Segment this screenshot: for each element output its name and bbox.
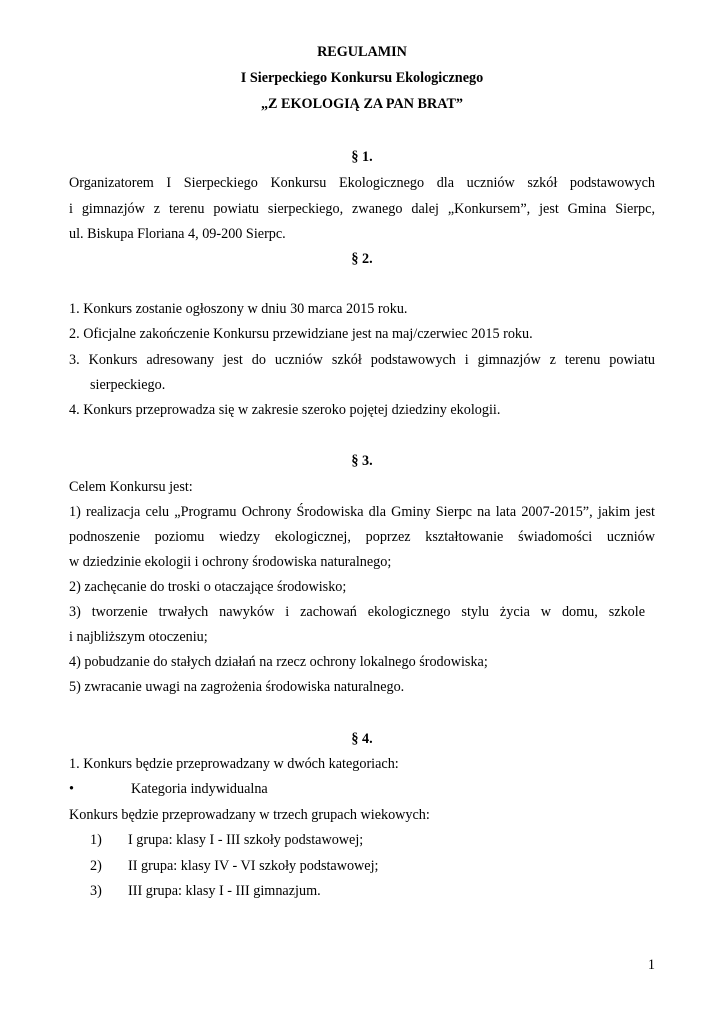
section-2-item: 4. Konkurs przeprowadza się w zakresie szeroko pojętej dziedziny ekologii. — [69, 402, 501, 418]
age-group-number: 2) — [90, 858, 102, 874]
age-group-number: 1) — [90, 832, 102, 848]
contest-motto: „Z EKOLOGIĄ ZA PAN BRAT” — [260, 96, 464, 112]
age-group-text: III grupa: klasy I - III gimnazjum. — [128, 883, 321, 899]
section-1-line: ul. Biskupa Floriana 4, 09-200 Sierpc. — [69, 226, 286, 242]
age-group-text: II grupa: klasy IV - VI szkoły podstawowej; — [128, 858, 379, 874]
page-number: 1 — [647, 957, 655, 973]
section-2-item-continuation: sierpeckiego. — [90, 377, 166, 393]
section-4-intro: 1. Konkurs będzie przeprowadzany w dwóch kategoriach: — [69, 756, 399, 772]
section-3-line: podnoszenie poziomu wiedzy ekologicznej, poprzez kształtowanie świadomości uczniów — [69, 529, 655, 545]
section-1-line: i gimnazjów z terenu powiatu sierpeckiego, zwanego dalej „Konkursem”, jest Gmina Sierpc, — [69, 201, 655, 217]
section-4-heading: § 4. — [351, 731, 373, 747]
section-2-item: 1. Konkurs zostanie ogłoszony w dniu 30 marca 2015 roku. — [69, 301, 408, 317]
section-2-item: 2. Oficjalne zakończenie Konkursu przewidziane jest na maj/czerwiec 2015 roku. — [69, 326, 533, 342]
section-3-intro: Celem Konkursu jest: — [69, 479, 193, 495]
section-1-line: Organizatorem I Sierpeckiego Konkursu Ekologicznego dla uczniów szkół podstawowych — [69, 175, 655, 191]
section-3-line: w dziedzinie ekologii i ochrony środowiska naturalnego; — [69, 554, 392, 570]
document-subtitle: I Sierpeckiego Konkursu Ekologicznego — [240, 70, 484, 86]
bullet-icon: • — [69, 781, 74, 797]
section-3-line: 4) pobudzanie do stałych działań na rzecz ochrony lokalnego środowiska; — [69, 654, 488, 670]
age-group-number: 3) — [90, 883, 102, 899]
age-groups-intro: Konkurs będzie przeprowadzany w trzech grupach wiekowych: — [69, 807, 430, 823]
section-2-item: 3. Konkurs adresowany jest do uczniów szkół podstawowych i gimnazjów z terenu powiatu — [69, 352, 655, 368]
section-3-heading: § 3. — [351, 453, 373, 469]
age-group-text: I grupa: klasy I - III szkoły podstawowej; — [128, 832, 364, 848]
section-3-line: i najbliższym otoczeniu; — [69, 629, 208, 645]
document-title: REGULAMIN — [317, 44, 407, 60]
section-3-line: 2) zachęcanie do troski o otaczające środowisko; — [69, 579, 347, 595]
section-3-line: 1) realizacja celu „Programu Ochrony Środowiska dla Gminy Sierpc na lata 2007-2015”, jakim jest — [69, 504, 655, 520]
section-2-heading: § 2. — [351, 251, 373, 267]
category-item: Kategoria indywidualna — [131, 781, 268, 797]
section-1-heading: § 1. — [351, 149, 373, 165]
section-3-line: 3) tworzenie trwałych nawyków i zachowań ekologicznego stylu życia w domu, szkole — [69, 604, 645, 620]
section-3-line: 5) zwracanie uwagi na zagrożenia środowiska naturalnego. — [69, 679, 405, 695]
